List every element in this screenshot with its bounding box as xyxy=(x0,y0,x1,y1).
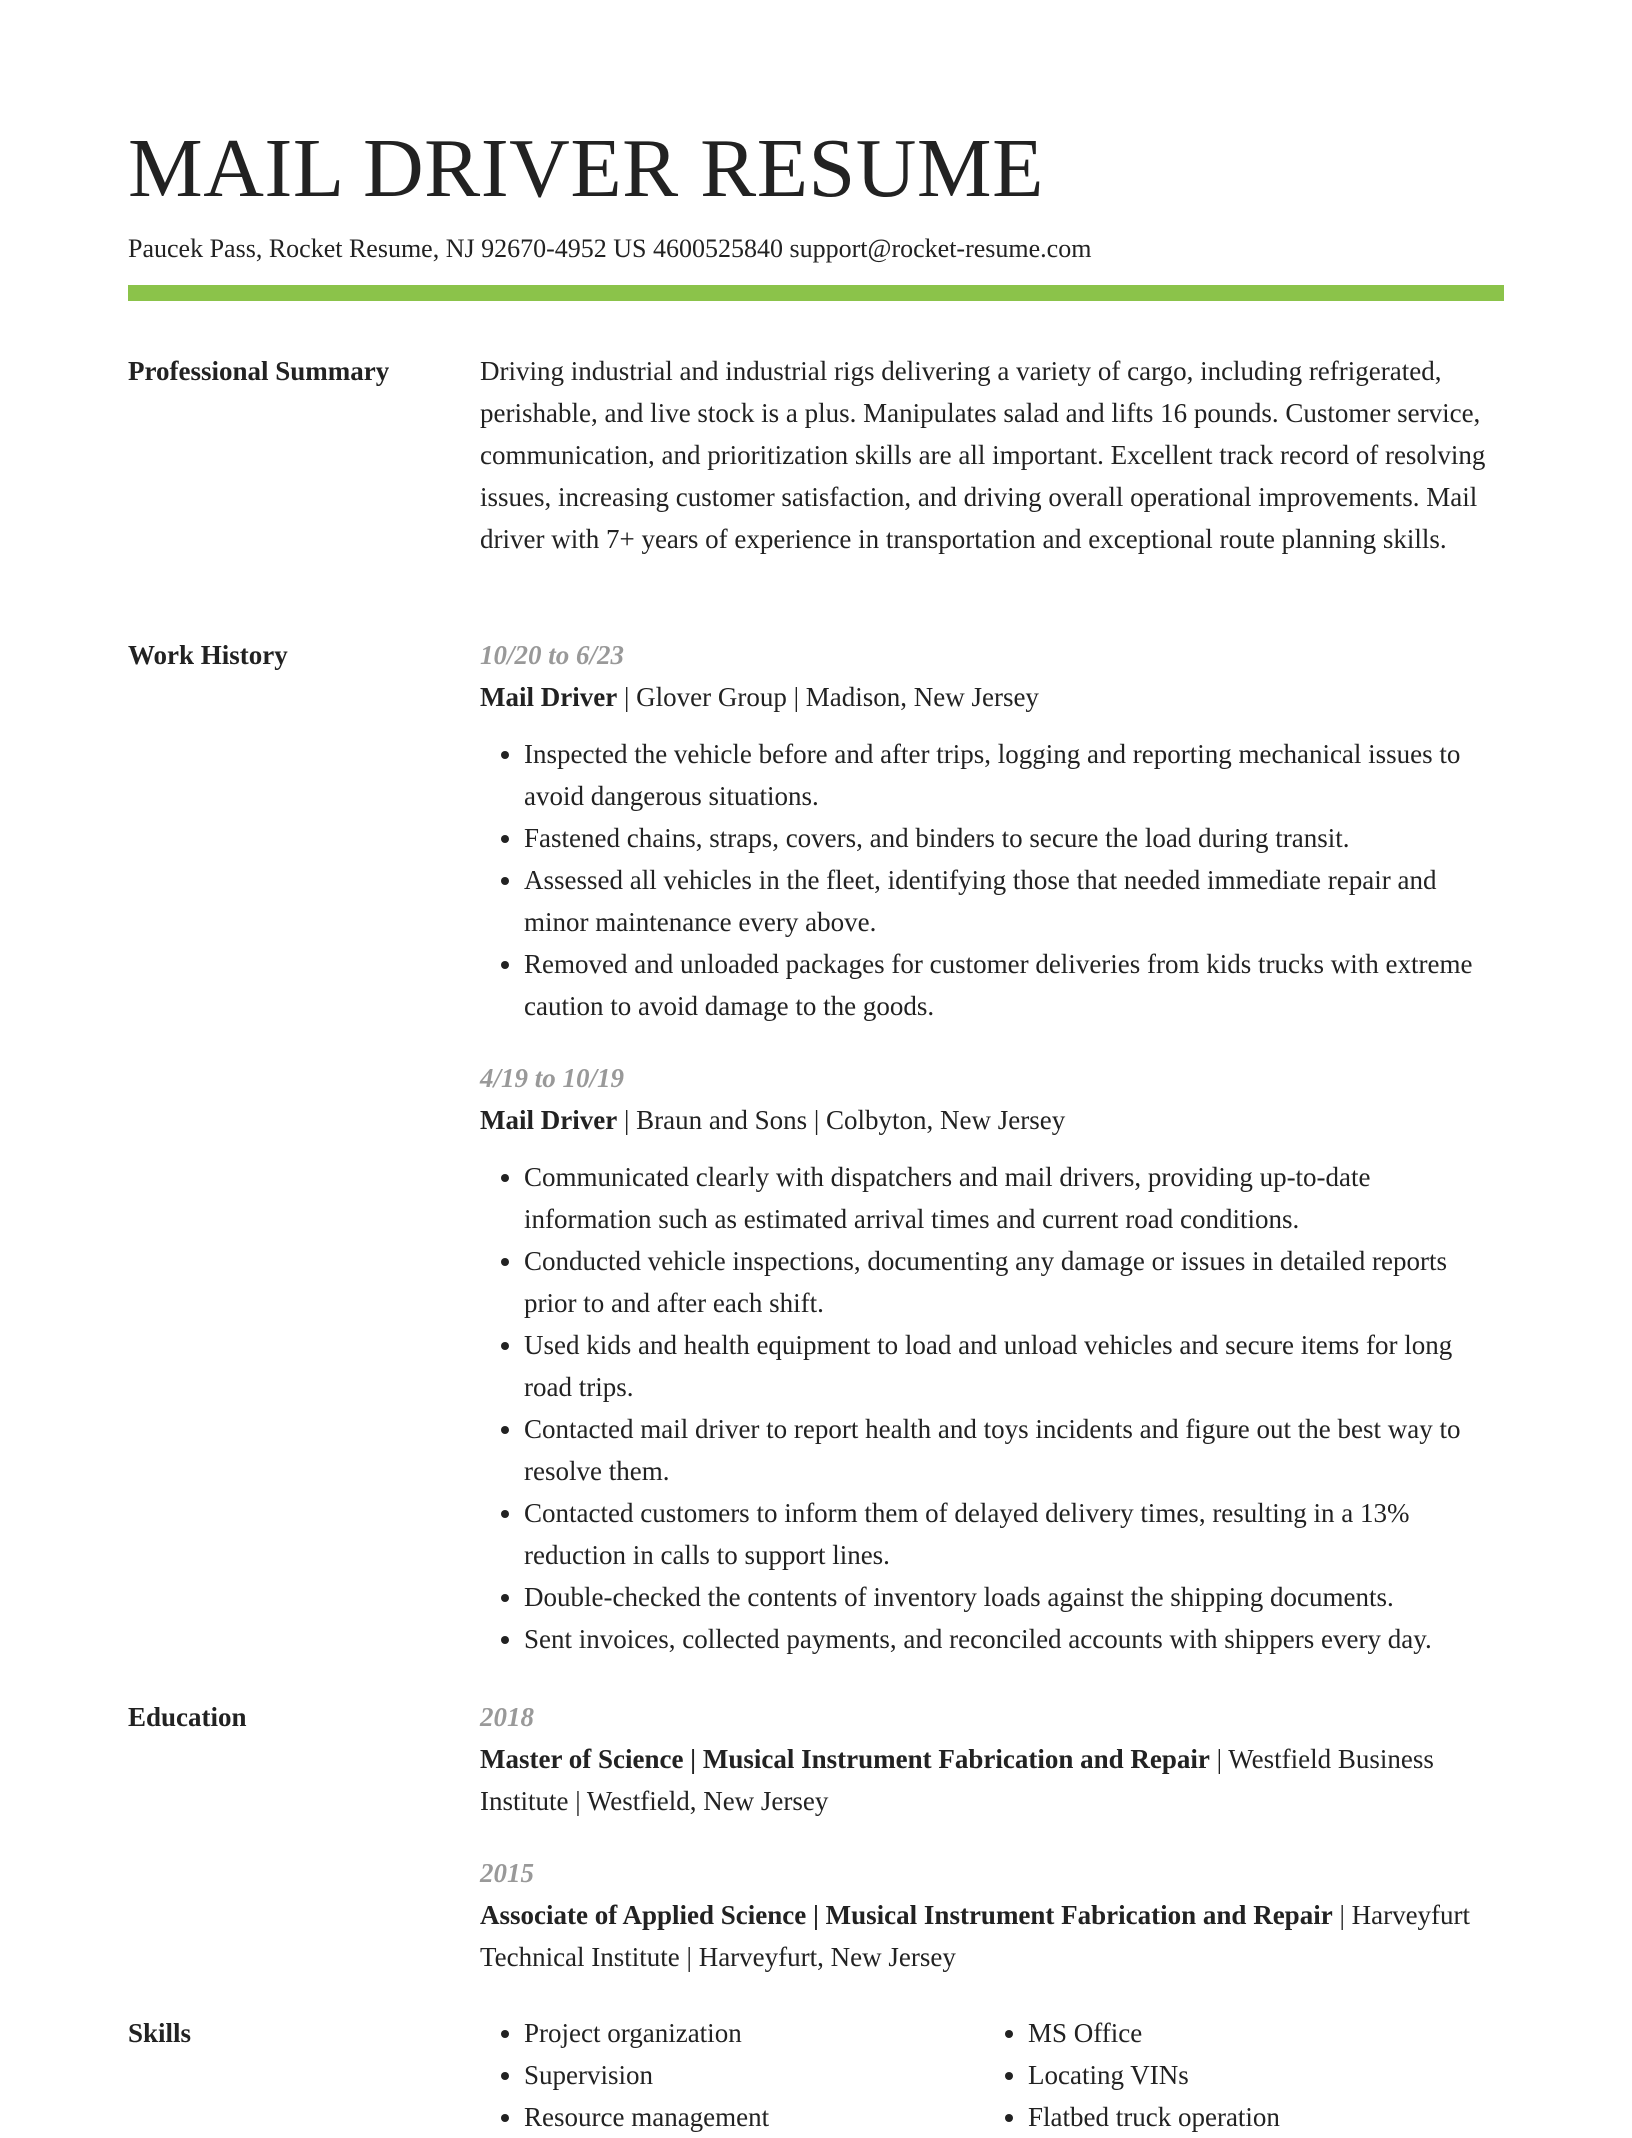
summary-text: Driving industrial and industrial rigs delivering a variety of cargo, including refrigerated, perishable, and live stock is a plus. Manipulates salad and lifts 16 pounds. Customer service, communication, and prioritization skills are all important. Excellent track record of resolving issues, increasing customer satisfaction, and driving overall operational improvements. Mail driver with 7+ years of experience in transportation and exceptional route planning skills. xyxy=(480,356,1486,554)
job-bullet: • Contacted mail driver to report health and toys incidents and figure out the best way to resolve them. xyxy=(524,1408,1504,1492)
education-heading xyxy=(480,1894,1504,1978)
skills-column-right xyxy=(984,2012,1488,2138)
job-entry xyxy=(480,634,1504,1027)
skills-body xyxy=(480,2012,1504,2138)
section-label-skills: Skills xyxy=(128,2018,192,2048)
job-bullet: • Fastened chains, straps, covers, and binders to secure the load during transit. xyxy=(524,817,1504,859)
education-year: 2018 xyxy=(480,1702,534,1732)
job-entry xyxy=(480,1057,1504,1660)
job-bullet: • Used kids and health equipment to load and unload vehicles and secure items for long road trips. xyxy=(524,1324,1504,1408)
skill-item: • Project organization xyxy=(524,2012,984,2054)
job-dates: 10/20 to 6/23 xyxy=(480,640,625,670)
skill-item: • Locating VINs xyxy=(1028,2054,1488,2096)
skills-columns xyxy=(480,2012,1504,2138)
education-entry xyxy=(480,1696,1504,1822)
job-bullet: • Removed and unloaded packages for customer deliveries from kids trucks with extreme caution to avoid damage to the goods. xyxy=(524,943,1504,1027)
job-bullets xyxy=(480,733,1504,1027)
education-details: | Westfield Business Institute | Westfield, New Jersey xyxy=(480,1744,1434,1816)
section-label-work-history: Work History xyxy=(128,640,288,670)
job-dates: 4/19 to 10/19 xyxy=(480,1063,625,1093)
skill-item: • Resource management xyxy=(524,2096,984,2138)
section-label-summary: Professional Summary xyxy=(128,356,390,386)
job-bullets xyxy=(480,1156,1504,1660)
job-heading xyxy=(480,676,1504,718)
skill-item: • MS Office xyxy=(1028,2012,1488,2054)
job-details: | Glover Group | Madison, New Jersey xyxy=(617,682,1039,712)
education-year: 2015 xyxy=(480,1858,534,1888)
job-bullet: • Double-checked the contents of inventory loads against the shipping documents. xyxy=(524,1576,1504,1618)
skills-list xyxy=(984,2012,1488,2138)
job-heading xyxy=(480,1099,1504,1141)
work-history-body xyxy=(480,634,1504,1660)
job-title: Mail Driver xyxy=(480,682,618,712)
education-degree: Master of Science | Musical Instrument Fabrication and Repair xyxy=(480,1744,1210,1774)
education-heading xyxy=(480,1738,1504,1822)
header-divider xyxy=(128,285,1504,301)
skill-item: • Flatbed truck operation xyxy=(1028,2096,1488,2138)
education-degree: Associate of Applied Science | Musical Instrument Fabrication and Repair xyxy=(480,1900,1333,1930)
skills-list xyxy=(480,2012,984,2138)
section-label-education: Education xyxy=(128,1702,247,1732)
job-title: Mail Driver xyxy=(480,1105,618,1135)
job-bullet: • Sent invoices, collected payments, and reconciled accounts with shippers every day. xyxy=(524,1618,1504,1660)
job-bullet: • Contacted customers to inform them of delayed delivery times, resulting in a 13% reduction in calls to support lines. xyxy=(524,1492,1504,1576)
skill-item: • Supervision xyxy=(524,2054,984,2096)
job-bullet: • Communicated clearly with dispatchers and mail drivers, providing up-to-date information such as estimated arrival times and current road conditions. xyxy=(524,1156,1504,1240)
job-bullet: • Assessed all vehicles in the fleet, identifying those that needed immediate repair and minor maintenance every above. xyxy=(524,859,1504,943)
education-entry xyxy=(480,1852,1504,1978)
education-body xyxy=(480,1696,1504,1978)
skills-column-left xyxy=(480,2012,984,2138)
education-details: | Harveyfurt Technical Institute | Harveyfurt, New Jersey xyxy=(480,1900,1471,1972)
job-bullet: • Inspected the vehicle before and after trips, logging and reporting mechanical issues to avoid dangerous situations. xyxy=(524,733,1504,817)
job-bullet: • Conducted vehicle inspections, documenting any damage or issues in detailed reports prior to and after each shift. xyxy=(524,1240,1504,1324)
resume-title: MAIL DRIVER RESUME xyxy=(128,122,1044,215)
job-details: | Braun and Sons | Colbyton, New Jersey xyxy=(617,1105,1066,1135)
contact-line: Paucek Pass, Rocket Resume, NJ 92670-4952 US 4600525840 support@rocket-resume.com xyxy=(128,234,1092,263)
